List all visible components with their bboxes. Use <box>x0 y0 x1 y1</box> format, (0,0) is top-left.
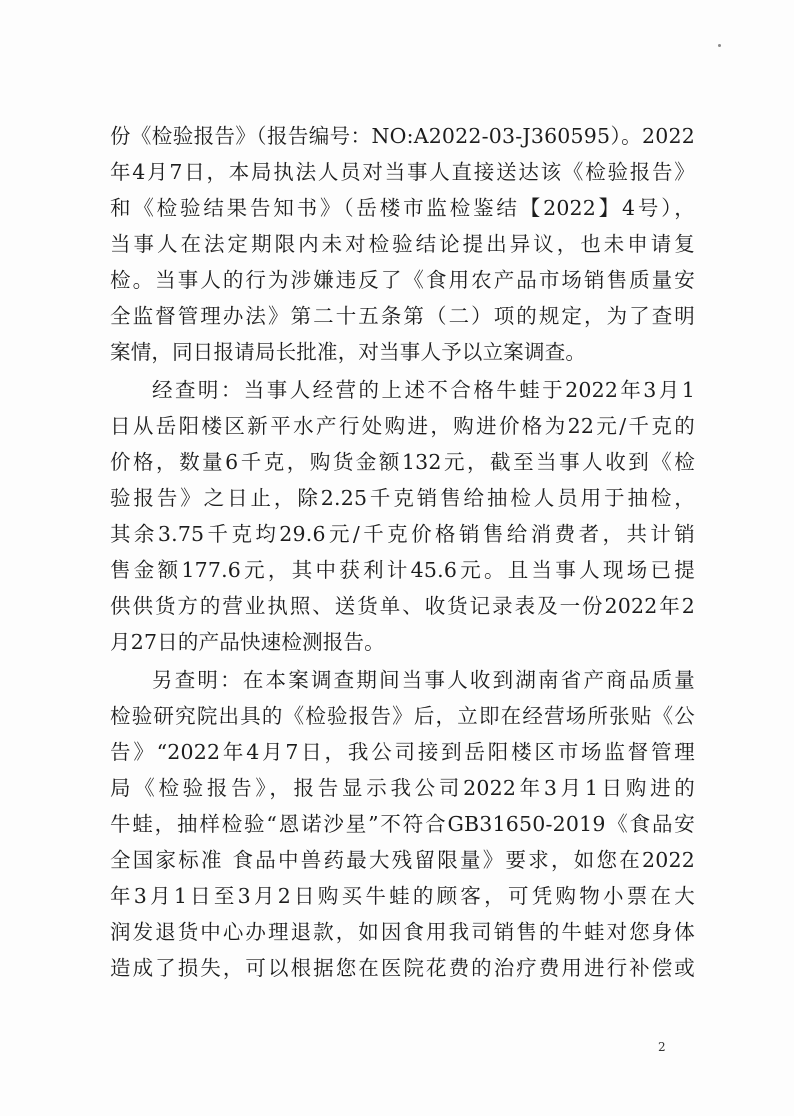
text-line: 年3月1日至3月2日购买牛蛙的顾客，可凭购物小票在大 <box>110 884 695 908</box>
text-line: 全监督管理办法》第二十五条第（二）项的规定，为了查明 <box>110 304 695 328</box>
text-line: 告》“2022年4月7日，我公司接到岳阳楼区市场监督管理 <box>110 740 695 764</box>
body-text <box>110 118 695 986</box>
paragraph <box>110 118 695 370</box>
text-line: 案情，同日报请局长批准，对当事人予以立案调查。 <box>110 340 587 364</box>
text-line: 当事人在法定期限内未对检验结论提出异议，也未申请复 <box>110 232 695 256</box>
text-line: 和《检验结果告知书》（岳楼市监检鉴结【2022】4号）， <box>110 196 695 220</box>
text-line: 局《检验报告》，报告显示我公司2022年3月1日购进的 <box>110 776 695 800</box>
text-line: 日从岳阳楼区新平水产行处购进，购进价格为22元/千克的 <box>110 414 695 438</box>
text-line: 检验研究院出具的《检验报告》后，立即在经营场所张贴《公 <box>110 704 695 728</box>
text-line: 全国家标准 食品中兽药最大残留限量》要求，如您在2022 <box>110 848 695 872</box>
text-line: 月27日的产品快速检测报告。 <box>110 630 385 654</box>
text-line: 另查明：在本案调查期间当事人收到湖南省产商品质量 <box>152 668 695 692</box>
text-line: 年4月7日，本局执法人员对当事人直接送达该《检验报告》 <box>110 160 695 184</box>
text-line: 经查明：当事人经营的上述不合格牛蛙于2022年3月1 <box>152 378 695 402</box>
text-line: 份《检验报告》（报告编号：NO:A2022-03-J360595）。2022 <box>110 124 695 148</box>
text-line: 验报告》之日止，除2.25千克销售给抽检人员用于抽检， <box>110 486 695 510</box>
text-line: 造成了损失，可以根据您在医院花费的治疗费用进行补偿或 <box>110 956 695 980</box>
text-line: 其余3.75千克均29.6元/千克价格销售给消费者，共计销 <box>110 522 695 546</box>
paragraph <box>110 372 695 660</box>
text-line: 润发退货中心办理退款，如因食用我司销售的牛蛙对您身体 <box>110 920 695 944</box>
paragraph <box>110 662 695 986</box>
text-line: 售金额177.6元，其中获利计45.6元。且当事人现场已提 <box>110 558 695 582</box>
text-line: 牛蛙，抽样检验“恩诺沙星”不符合GB31650-2019《食品安 <box>110 812 695 836</box>
text-line: 价格，数量6千克，购货金额132元，截至当事人收到《检 <box>110 450 695 474</box>
page-number: 2 <box>658 1040 666 1054</box>
text-line: 供供货方的营业执照、送货单、收货记录表及一份2022年2 <box>110 594 695 618</box>
text-line: 检。当事人的行为涉嫌违反了《食用农产品市场销售质量安 <box>110 268 695 292</box>
scan-speck <box>718 44 721 47</box>
